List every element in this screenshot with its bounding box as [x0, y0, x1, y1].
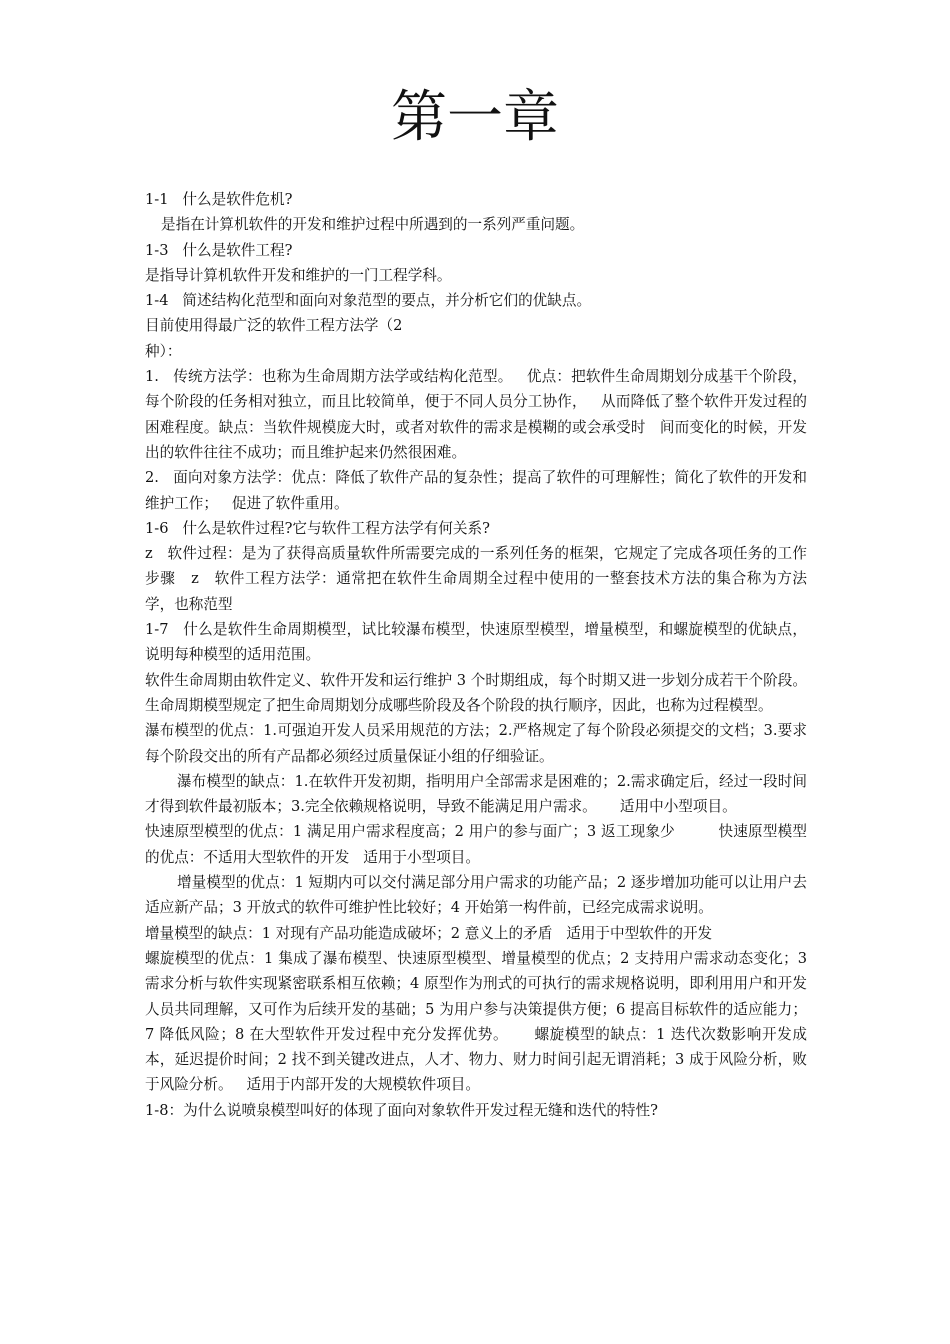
- answer-1-7-incremental-cons: 增量模型的缺点：1 对现有产品功能造成破坏；2 意义上的矛盾 适用于中型软件的开发: [145, 924, 713, 942]
- answer-1-7-spiral: 螺旋模型的优点：1 集成了瀑布模型、快速原型模型、增量模型的优点；2 支持用户需求动态变化；3 需求分析与软件实现紧密联系相互依赖；4 原型作为刑式的可执行的需求规格说明，即利用用户和开发人员共同理解，又可作为后续开发的基础；5 为用户参与决策提供方便；6 提高目标软件的适应能力；7 降低风险；8 在大型软件开发过程中充分发挥优势。 螺旋模型的缺点：1 迭代次数影响开发成本，延迟提价时间；2 找不到关键改进点，人才、物力、财力时间引起无谓消耗；3 成于风险分析，败于风险分析。 适用于内部开发的大规模软件项目。: [145, 949, 812, 1094]
- answer-1-7-waterfall-pros: 瀑布模型的优点：1.可强迫开发人员采用规范的方法；2.严格规定了每个阶段必须提交的文档；3.要求每个阶段交出的所有产品都必须经过质量保证小组的仔细验证。: [145, 722, 807, 765]
- answer-1-3: 是指导计算机软件开发和维护的一门工程学科。: [145, 266, 452, 284]
- answer-1-7-lifecycle: 软件生命周期由软件定义、软件开发和运行维护 3 个时期组成，每个时期又进一步划分成若干个阶段。生命周期模型规定了把生命周期划分成哪些阶段及各个阶段的执行顺序，因此，也称为过程模型。: [145, 671, 807, 714]
- question-1-8: 1-8：为什么说喷泉模型叫好的体现了面向对象软件开发过程无缝和迭代的特性?: [145, 1101, 658, 1119]
- document-body: [145, 187, 812, 1123]
- chapter-title: 第一章: [391, 85, 559, 150]
- answer-1-7-prototype: 快速原型模型的优点：1 满足用户需求程度高；2 用户的参与面广；3 返工现象少 快速原型模型的优点：不适用大型软件的开发 适用于小型项目。: [145, 823, 807, 866]
- answer-1-4-intro: 目前使用得最广泛的软件工程方法学（2 种）：: [145, 317, 403, 360]
- question-1-1: 1-1 什么是软件危机?: [145, 191, 293, 208]
- question-1-4: 1-4 简述结构化范型和面向对象范型的要点，并分析它们的优缺点。: [145, 292, 592, 310]
- answer-1-6: z 软件过程：是为了获得高质量软件所需要完成的一系列任务的框架，它规定了完成各项任务的工作步骤 z 软件工程方法学：通常把在软件生命周期全过程中使用的一整套技术方法的集合称为方法学，也称范型: [145, 545, 807, 613]
- answer-1-1: 是指在计算机软件的开发和维护过程中所遇到的一系列严重问题。: [161, 216, 585, 234]
- question-1-7: 1-7 什么是软件生命周期模型，试比较瀑布模型，快速原型模型，增量模型，和螺旋模型的优缺点，说明每种模型的适用范围。: [145, 621, 807, 664]
- question-1-3: 1-3 什么是软件工程?: [145, 241, 293, 259]
- answer-1-4-traditional: 1. 传统方法学：也称为生命周期方法学或结构化范型。 优点：把软件生命周期划分成基干个阶段，每个阶段的任务相对独立，而且比较简单，便于不同人员分工协作， 从而降低了整个软件开发过程的困难程度。缺点：当软件规模庞大时，或者对软件的需求是模糊的或会承受时 间而变化的时候，开发出的软件往往不成功；而且维护起来仍然很困难。: [145, 368, 807, 461]
- question-1-6: 1-6 什么是软件过程?它与软件工程方法学有何关系?: [145, 519, 490, 537]
- answer-1-4-object-oriented: 2. 面向对象方法学：优点：降低了软件产品的复杂性；提高了软件的可理解性；简化了软件的开发和维护工作； 促进了软件重用。: [145, 469, 807, 512]
- answer-1-7-incremental-pros: 增量模型的优点：1 短期内可以交付满足部分用户需求的功能产品；2 逐步增加功能可以让用户去适应新产品；3 开放式的软件可维护性比较好；4 开始第一构件前，已经完成需求说明。: [145, 874, 807, 917]
- answer-1-7-waterfall-cons: 瀑布模型的缺点：1.在软件开发初期，指明用户全部需求是困难的；2.需求确定后，经过一段时间才得到软件最初版本；3.完全依赖规格说明，导致不能满足用户需求。 适用中小型项目。: [145, 772, 807, 816]
